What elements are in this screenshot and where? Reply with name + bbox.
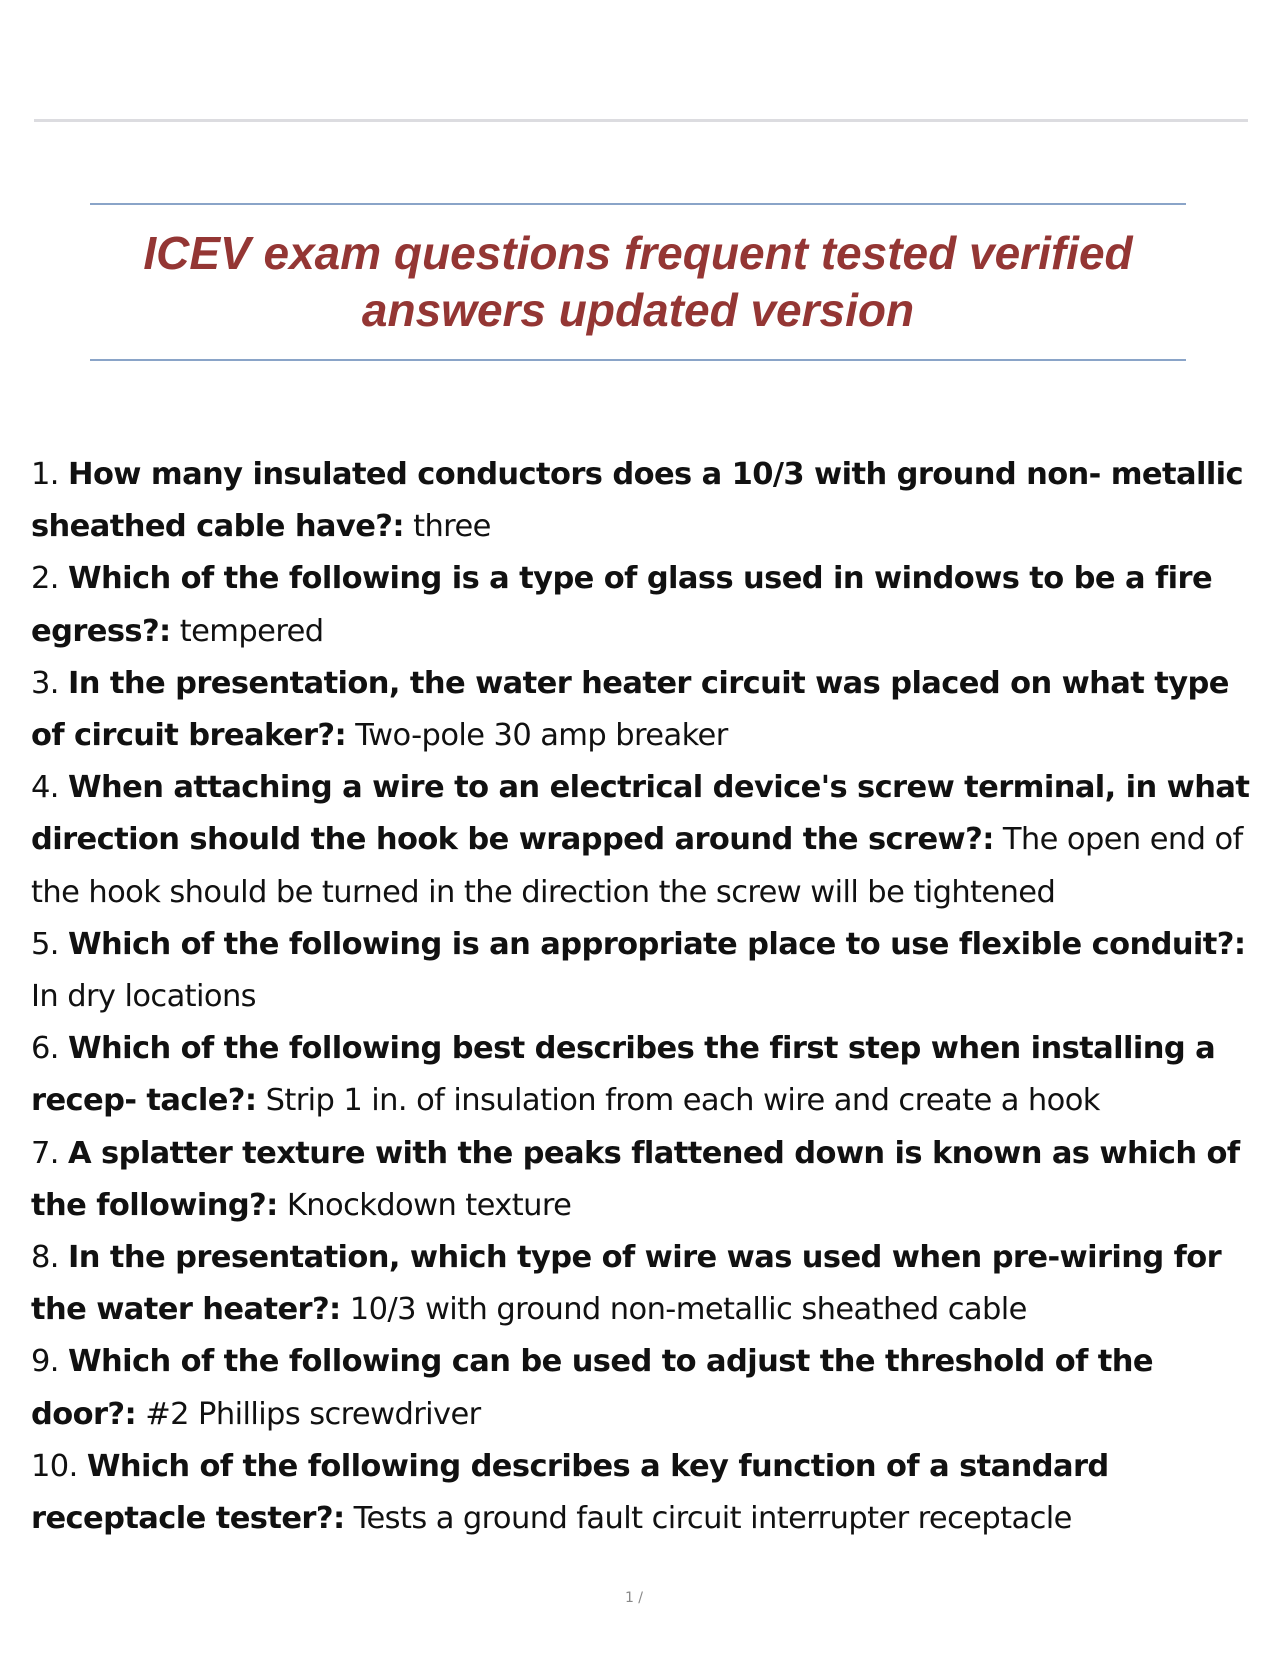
title-line-1: ICEV exam questions frequent tested verified	[143, 227, 1133, 279]
question-text: In the presentation, which type of wire was used when pre-wiring for the water heater?:	[31, 1240, 1222, 1328]
header-divider	[34, 119, 1248, 122]
question-text: In the presentation, the water heater circuit was placed on what type of circuit breaker?:	[31, 665, 1229, 754]
question-item-8	[31, 1232, 1256, 1336]
answer-text: Two-pole 30 amp breaker	[355, 718, 728, 754]
question-number: 5.	[31, 926, 59, 962]
question-number: 8.	[31, 1240, 59, 1276]
question-item-10	[31, 1441, 1256, 1545]
answer-text: Strip 1 in. of insulation from each wire and create a hook	[265, 1083, 1100, 1119]
answer-text: 10/3 with ground non-metallic sheathed cable	[349, 1292, 1027, 1328]
question-list	[31, 449, 1256, 1545]
answer-text: #2 Phillips screwdriver	[145, 1396, 481, 1432]
page-number: 1 /	[624, 1590, 644, 1606]
question-text: How many insulated conductors does a 10/3 with ground non- metallic sheathed cable have?:	[31, 457, 1244, 545]
question-item-7	[31, 1128, 1256, 1232]
question-item-4	[31, 762, 1256, 919]
question-item-2	[31, 553, 1256, 657]
question-text: Which of the following describes a key function of a standard receptacle tester?:	[31, 1448, 1109, 1537]
question-number: 6.	[31, 1031, 59, 1067]
question-number: 4.	[31, 770, 59, 806]
question-number: 9.	[31, 1344, 59, 1380]
title-line-2: answers updated version	[361, 284, 915, 336]
question-text: Which of the following is a type of glass used in windows to be a fire egress?:	[31, 561, 1213, 649]
question-text: Which of the following best describes the first step when installing a recep- tacle?:	[31, 1031, 1216, 1119]
question-item-3	[31, 658, 1256, 762]
question-text: A splatter texture with the peaks flattened down is known as which of the following?:	[31, 1135, 1240, 1223]
answer-text: The open end of the hook should be turned in the direction the screw will be tightened	[31, 822, 1243, 910]
answer-text: Tests a ground fault circuit interrupter receptacle	[353, 1501, 1072, 1537]
question-number: 7.	[31, 1135, 59, 1171]
answer-text: three	[413, 509, 491, 545]
question-item-5	[31, 919, 1256, 1023]
question-number: 1.	[31, 457, 59, 492]
question-item-1	[31, 449, 1256, 553]
title-block	[90, 203, 1186, 361]
answer-text: In dry locations	[31, 979, 256, 1015]
question-number: 2.	[31, 561, 59, 597]
answer-text: tempered	[179, 613, 324, 649]
question-item-6	[31, 1023, 1256, 1127]
question-item-9	[31, 1336, 1256, 1440]
question-text: Which of the following can be used to adjust the threshold of the door?:	[31, 1344, 1153, 1432]
question-text: Which of the following is an appropriate place to use flexible conduit?:	[68, 926, 1246, 962]
question-text: When attaching a wire to an electrical device's screw terminal, in what direction should the hook be wrapped around the screw?:	[31, 770, 1250, 858]
question-number: 3.	[31, 665, 59, 701]
answer-text: Knockdown texture	[286, 1187, 572, 1223]
page-title	[90, 225, 1186, 339]
question-number: 10.	[31, 1448, 78, 1484]
